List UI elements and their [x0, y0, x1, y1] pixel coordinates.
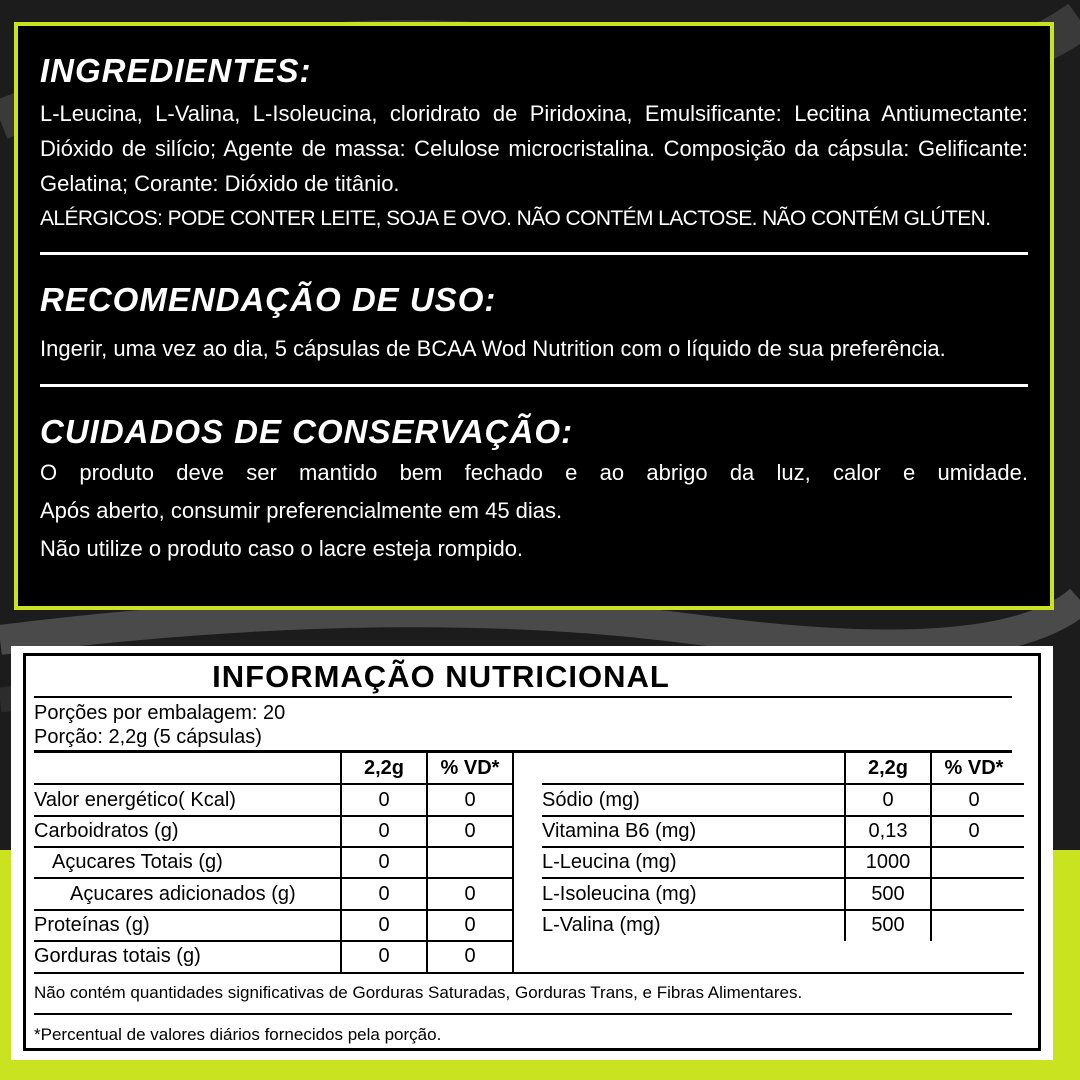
header-amount-left: 2,2g [363, 757, 405, 779]
row-name: Valor energético( Kcal) [34, 789, 236, 811]
row-rule [542, 909, 1024, 911]
row-dv: 0 [464, 820, 476, 842]
row-name: Proteínas (g) [34, 914, 150, 936]
row-name: Gorduras totais (g) [34, 945, 201, 967]
row-name: L-Isoleucina (mg) [542, 883, 697, 905]
row-name: Sódio (mg) [542, 789, 640, 811]
row-amount: 0 [378, 945, 390, 967]
usage-instructions: Ingerir, uma vez ao dia, 5 cápsulas de BCAA Wod Nutrition com o líquido de sua preferência. [40, 336, 946, 361]
row-rule [34, 940, 512, 942]
daily-value-note: *Percentual de valores diários fornecidos pela porção. [34, 1025, 442, 1044]
row-dv: 0 [464, 789, 476, 811]
row-rule [34, 909, 512, 911]
conservation-text [40, 455, 1028, 566]
row-dv: 0 [464, 914, 476, 936]
row-rule [542, 846, 1024, 848]
conservation-line-2: Após aberto, consumir preferencialmente em 45 dias. [40, 498, 563, 523]
table-bottom-rule [34, 972, 1024, 974]
row-amount: 500 [871, 914, 905, 936]
row-dv: 0 [464, 883, 476, 905]
row-amount: 1000 [865, 851, 911, 873]
row-amount: 0 [378, 789, 390, 811]
info-panel [14, 22, 1054, 610]
ingredients-text [40, 96, 1028, 236]
header-dv-left: % VD* [440, 757, 500, 779]
row-name: L-Leucina (mg) [542, 851, 677, 873]
row-name: L-Valina (mg) [542, 914, 661, 936]
conservation-title: CUIDADOS DE CONSERVAÇÃO: [40, 413, 574, 450]
ingredients-list: L-Leucina, L-Valina, L-Isoleucina, cloridrato de Piridoxina, Emulsificante: Lecitina Antiumectante: Dióxido de silício; Agente de massa: Celulose microcristalina. Composição da cápsula: Gelificante: Gelatina; Corante: Dióxido de titânio. [40, 101, 1028, 196]
row-rule [542, 815, 1024, 817]
row-rule [34, 783, 512, 785]
nutrition-facts-table [23, 653, 1041, 1051]
row-rule [542, 877, 1024, 879]
conservation-line-1: O produto deve ser mantido bem fechado e ao abrigo da luz, calor e umidade. [40, 460, 1028, 485]
usage-title: RECOMENDAÇÃO DE USO: [40, 281, 497, 318]
row-name: Carboidratos (g) [34, 820, 179, 842]
row-dv: 0 [968, 789, 980, 811]
row-rule [34, 815, 512, 817]
column-rule [340, 753, 342, 972]
header-amount-right: 2,2g [867, 757, 909, 779]
row-name: Açucares adicionados (g) [70, 883, 296, 905]
usage-text [40, 331, 1028, 366]
conservation-line-3: Não utilize o produto caso o lacre esteja rompido. [40, 536, 524, 561]
row-name: Açucares Totais (g) [52, 851, 223, 873]
column-rule [930, 753, 932, 941]
row-amount: 500 [871, 883, 905, 905]
row-amount: 0 [378, 820, 390, 842]
nutrition-title: INFORMAÇÃO NUTRICIONAL [212, 659, 670, 694]
row-amount: 0,13 [868, 820, 908, 842]
section-divider [40, 384, 1028, 387]
column-rule [844, 753, 846, 941]
header-dv-right: % VD* [944, 757, 1004, 779]
row-rule [34, 877, 512, 879]
row-name: Vitamina B6 (mg) [542, 820, 697, 842]
row-amount: 0 [882, 789, 894, 811]
footnote-rule [34, 1013, 1012, 1015]
column-rule [426, 753, 428, 972]
row-rule [542, 783, 1024, 785]
row-amount: 0 [378, 851, 390, 873]
servings-per-package: Porções por embalagem: 20 [34, 702, 286, 724]
not-significant-note: Não contém quantidades significativas de Gorduras Saturadas, Gorduras Trans, e Fibras Alimentares. [34, 983, 803, 1002]
row-dv: 0 [464, 945, 476, 967]
title-rule [34, 696, 1012, 698]
row-amount: 0 [378, 914, 390, 936]
serving-size: Porção: 2,2g (5 cápsulas) [34, 726, 262, 748]
section-divider [40, 252, 1028, 255]
row-amount: 0 [378, 883, 390, 905]
allergen-warning: ALÉRGICOS: PODE CONTER LEITE, SOJA E OVO. NÃO CONTÉM LACTOSE. NÃO CONTÉM GLÚTEN. [40, 207, 991, 230]
nutrition-panel [11, 646, 1053, 1060]
ingredients-title: INGREDIENTES: [40, 52, 312, 89]
row-dv: 0 [968, 820, 980, 842]
row-rule [34, 846, 512, 848]
column-rule [512, 753, 514, 972]
